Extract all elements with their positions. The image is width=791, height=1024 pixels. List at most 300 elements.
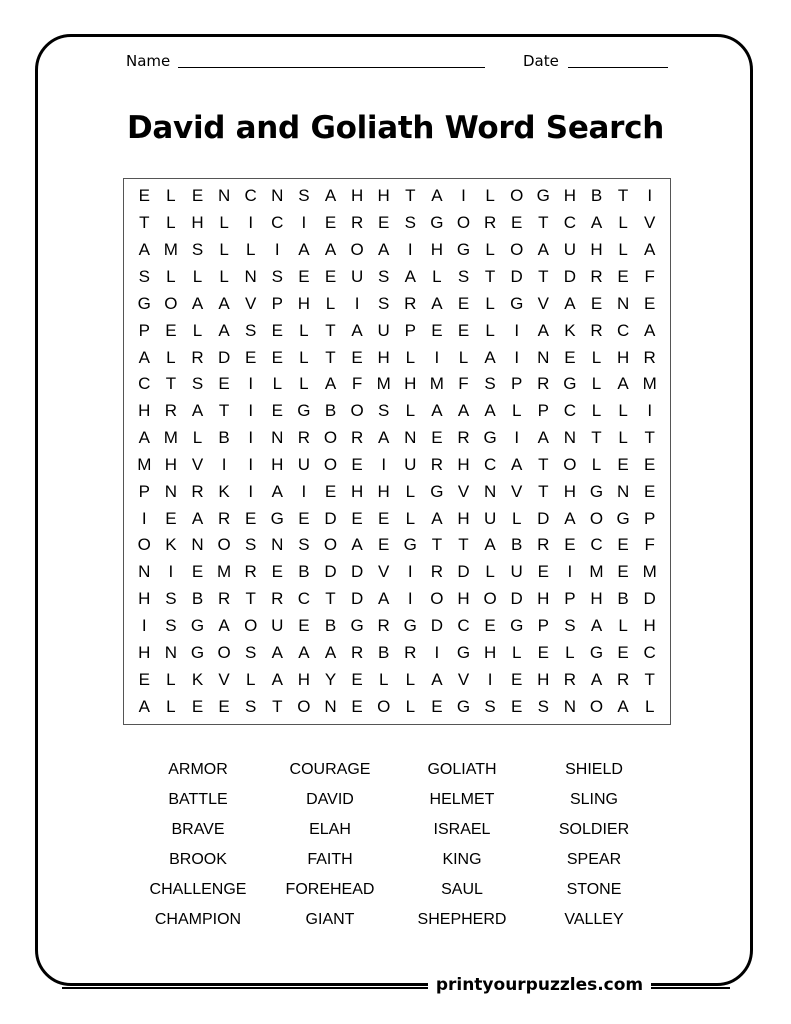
grid-letter[interactable]: E (245, 347, 257, 367)
grid-letter[interactable]: H (138, 589, 151, 609)
grid-letter[interactable]: I (248, 428, 254, 448)
grid-letter[interactable]: S (564, 616, 576, 636)
grid-letter[interactable]: H (350, 481, 364, 501)
grid-letter[interactable]: H (430, 240, 444, 260)
grid-letter[interactable]: H (404, 374, 417, 394)
grid-letter[interactable]: A (484, 401, 496, 421)
grid-letter[interactable]: R (350, 428, 364, 448)
grid-letter[interactable]: E (564, 347, 576, 367)
grid-letter[interactable]: G (510, 293, 524, 313)
grid-letter[interactable]: S (537, 696, 549, 716)
grid-letter[interactable]: N (244, 266, 257, 286)
grid-letter[interactable]: P (537, 401, 549, 421)
grid-letter[interactable]: I (248, 454, 254, 474)
grid-letter[interactable]: A (191, 401, 204, 421)
grid-letter[interactable]: H (563, 481, 577, 501)
grid-letter[interactable]: T (538, 454, 549, 474)
grid-letter[interactable]: K (165, 535, 177, 555)
grid-letter[interactable]: S (484, 696, 496, 716)
grid-letter[interactable]: C (297, 589, 311, 609)
grid-letter[interactable]: E (617, 562, 629, 582)
grid-letter[interactable]: G (190, 616, 205, 636)
grid-letter[interactable]: O (430, 589, 444, 609)
grid-letter[interactable]: A (564, 293, 576, 313)
grid-letter[interactable]: K (218, 481, 230, 501)
grid-letter[interactable]: N (324, 696, 337, 716)
grid-letter[interactable]: P (138, 481, 150, 501)
grid-letter[interactable]: N (138, 562, 151, 582)
grid-letter[interactable]: H (297, 669, 311, 689)
grid-letter[interactable]: H (537, 589, 550, 609)
grid-letter[interactable]: R (217, 589, 231, 609)
grid-letter[interactable]: A (590, 213, 603, 233)
grid-letter[interactable]: I (248, 481, 254, 501)
grid-letter[interactable]: G (589, 642, 604, 662)
grid-letter[interactable]: O (589, 508, 604, 528)
grid-letter[interactable]: K (564, 320, 576, 340)
grid-letter[interactable]: H (271, 454, 284, 474)
grid-letter[interactable]: M (642, 562, 657, 582)
grid-letter[interactable]: H (590, 589, 603, 609)
grid-letter[interactable]: S (404, 213, 416, 233)
grid-letter[interactable]: U (271, 616, 284, 636)
grid-letter[interactable]: L (405, 347, 416, 367)
grid-letter[interactable]: D (510, 266, 523, 286)
grid-letter[interactable]: O (350, 240, 364, 260)
grid-letter[interactable]: A (644, 240, 656, 260)
grid-letter[interactable]: T (591, 428, 602, 448)
grid-letter[interactable]: H (457, 508, 470, 528)
grid-letter[interactable]: R (616, 669, 630, 689)
grid-letter[interactable]: D (350, 562, 364, 582)
grid-letter[interactable]: B (218, 428, 230, 448)
grid-letter[interactable]: C (616, 320, 630, 340)
grid-letter[interactable]: L (485, 562, 495, 582)
grid-letter[interactable]: F (351, 374, 363, 394)
grid-letter[interactable]: R (244, 562, 257, 582)
grid-letter[interactable]: E (324, 481, 337, 501)
grid-letter[interactable]: R (271, 589, 284, 609)
grid-letter[interactable]: E (165, 320, 177, 340)
grid-letter[interactable]: L (192, 320, 203, 340)
grid-letter[interactable]: L (166, 186, 176, 206)
grid-letter[interactable]: L (245, 240, 256, 260)
grid-letter[interactable]: L (405, 669, 416, 689)
grid-letter[interactable]: B (324, 401, 337, 421)
grid-letter[interactable]: I (434, 347, 440, 367)
grid-letter[interactable]: D (537, 508, 550, 528)
grid-letter[interactable]: A (537, 320, 549, 340)
grid-letter[interactable]: A (138, 347, 150, 367)
grid-letter[interactable]: O (323, 454, 338, 474)
grid-letter[interactable]: T (644, 669, 655, 689)
grid-letter[interactable]: I (221, 454, 227, 474)
grid-letter[interactable]: N (616, 293, 630, 313)
grid-letter[interactable]: D (324, 508, 337, 528)
grid-letter[interactable]: A (191, 508, 204, 528)
grid-letter[interactable]: G (137, 293, 151, 313)
grid-letter[interactable]: T (325, 320, 336, 340)
grid-letter[interactable]: A (484, 347, 496, 367)
grid-letter[interactable]: E (218, 696, 230, 716)
grid-letter[interactable]: E (351, 508, 363, 528)
grid-letter[interactable]: L (511, 401, 522, 421)
grid-letter[interactable]: O (350, 401, 364, 421)
grid-letter[interactable]: A (537, 428, 549, 448)
grid-letter[interactable]: A (271, 642, 283, 662)
date-field[interactable] (523, 52, 559, 70)
grid-letter[interactable]: G (563, 374, 577, 394)
grid-letter[interactable]: L (378, 669, 389, 689)
grid-letter[interactable]: I (407, 240, 413, 260)
grid-letter[interactable]: P (138, 320, 150, 340)
grid-letter[interactable]: I (168, 562, 174, 582)
grid-letter[interactable]: I (381, 454, 387, 474)
grid-letter[interactable]: H (164, 454, 178, 474)
grid-letter[interactable]: G (456, 696, 471, 716)
grid-letter[interactable]: E (617, 535, 629, 555)
grid-letter[interactable]: V (457, 669, 470, 689)
grid-letter[interactable]: G (456, 240, 471, 260)
grid-letter[interactable]: B (617, 589, 629, 609)
grid-letter[interactable]: E (324, 213, 337, 233)
grid-letter[interactable]: L (511, 508, 522, 528)
grid-letter[interactable]: M (376, 374, 391, 394)
grid-letter[interactable]: A (590, 669, 603, 689)
grid-letter[interactable]: I (487, 669, 493, 689)
grid-letter[interactable]: A (138, 696, 150, 716)
grid-letter[interactable]: H (590, 240, 603, 260)
grid-letter[interactable]: A (351, 320, 363, 340)
grid-letter[interactable]: T (538, 481, 549, 501)
grid-letter[interactable]: L (166, 213, 176, 233)
grid-letter[interactable]: I (514, 347, 520, 367)
grid-letter[interactable]: B (511, 535, 523, 555)
grid-letter[interactable]: U (404, 454, 417, 474)
grid-letter[interactable]: T (431, 535, 443, 555)
grid-letter[interactable]: E (617, 642, 629, 662)
grid-letter[interactable]: E (511, 213, 523, 233)
grid-letter[interactable]: L (166, 347, 176, 367)
grid-letter[interactable]: N (271, 535, 284, 555)
grid-letter[interactable]: L (565, 642, 575, 662)
grid-letter[interactable]: A (564, 508, 576, 528)
grid-letter[interactable]: A (378, 240, 390, 260)
grid-letter[interactable]: T (218, 401, 230, 421)
grid-letter[interactable]: E (191, 562, 204, 582)
grid-letter[interactable]: T (644, 428, 655, 448)
grid-letter[interactable]: L (618, 428, 628, 448)
grid-letter[interactable]: B (590, 186, 603, 206)
grid-letter[interactable]: I (141, 616, 147, 636)
grid-letter[interactable]: E (138, 186, 150, 206)
grid-letter[interactable]: A (218, 616, 230, 636)
grid-letter[interactable]: S (245, 696, 257, 716)
grid-letter[interactable]: A (537, 240, 549, 260)
grid-letter[interactable]: B (191, 589, 204, 609)
grid-letter[interactable]: I (248, 374, 254, 394)
grid-letter[interactable]: O (244, 616, 258, 636)
grid-letter[interactable]: A (218, 293, 230, 313)
grid-letter[interactable]: S (138, 266, 150, 286)
grid-letter[interactable]: D (563, 266, 577, 286)
grid-letter[interactable]: S (245, 642, 257, 662)
grid-letter[interactable]: R (191, 481, 204, 501)
grid-letter[interactable]: E (351, 696, 363, 716)
grid-letter[interactable]: E (484, 616, 496, 636)
grid-letter[interactable]: E (298, 508, 310, 528)
grid-letter[interactable]: N (271, 186, 284, 206)
grid-letter[interactable]: O (563, 454, 577, 474)
grid-letter[interactable]: A (511, 454, 523, 474)
grid-letter[interactable]: L (166, 266, 176, 286)
grid-letter[interactable]: A (271, 481, 283, 501)
grid-letter[interactable]: O (297, 696, 311, 716)
name-line[interactable] (178, 67, 485, 68)
grid-letter[interactable]: T (165, 374, 177, 394)
grid-letter[interactable]: E (644, 293, 656, 313)
grid-letter[interactable]: N (191, 535, 204, 555)
grid-letter[interactable]: L (618, 213, 628, 233)
grid-letter[interactable]: E (324, 266, 337, 286)
grid-letter[interactable]: L (618, 240, 628, 260)
grid-letter[interactable]: I (354, 293, 360, 313)
grid-letter[interactable]: G (430, 213, 444, 233)
grid-letter[interactable]: T (325, 347, 336, 367)
grid-letter[interactable]: A (590, 616, 603, 636)
grid-letter[interactable]: H (191, 213, 204, 233)
grid-letter[interactable]: A (138, 428, 150, 448)
grid-letter[interactable]: E (271, 320, 283, 340)
grid-letter[interactable]: E (511, 669, 523, 689)
grid-letter[interactable]: H (350, 186, 364, 206)
grid-letter[interactable]: M (589, 562, 604, 582)
grid-letter[interactable]: G (616, 508, 630, 528)
grid-letter[interactable]: A (191, 293, 204, 313)
grid-letter[interactable]: I (647, 401, 653, 421)
grid-letter[interactable]: G (483, 428, 497, 448)
grid-letter[interactable]: H (563, 186, 577, 206)
grid-letter[interactable]: I (647, 186, 653, 206)
grid-letter[interactable]: A (484, 535, 496, 555)
name-field[interactable] (126, 52, 170, 70)
grid-letter[interactable]: E (457, 293, 470, 313)
grid-letter[interactable]: A (431, 293, 443, 313)
grid-letter[interactable]: N (164, 642, 178, 662)
grid-letter[interactable]: C (457, 616, 470, 636)
grid-letter[interactable]: D (510, 589, 523, 609)
grid-letter[interactable]: L (432, 266, 442, 286)
grid-letter[interactable]: L (166, 696, 176, 716)
grid-letter[interactable]: H (483, 642, 497, 662)
grid-letter[interactable]: N (483, 481, 497, 501)
grid-letter[interactable]: A (324, 186, 337, 206)
grid-letter[interactable]: M (163, 240, 178, 260)
grid-letter[interactable]: L (405, 508, 416, 528)
grid-letter[interactable]: H (457, 589, 470, 609)
grid-letter[interactable]: S (165, 616, 177, 636)
grid-letter[interactable]: P (271, 293, 283, 313)
grid-letter[interactable]: H (297, 293, 311, 313)
grid-letter[interactable]: E (564, 535, 576, 555)
grid-letter[interactable]: E (431, 428, 443, 448)
grid-letter[interactable]: B (324, 616, 337, 636)
grid-letter[interactable]: G (403, 535, 417, 555)
grid-letter[interactable]: O (217, 642, 231, 662)
grid-letter[interactable]: V (218, 669, 230, 689)
grid-letter[interactable]: I (301, 481, 307, 501)
grid-letter[interactable]: I (248, 401, 254, 421)
grid-letter[interactable]: E (431, 696, 443, 716)
grid-letter[interactable]: V (537, 293, 549, 313)
grid-letter[interactable]: L (166, 669, 176, 689)
grid-letter[interactable]: R (483, 213, 497, 233)
grid-letter[interactable]: T (484, 266, 496, 286)
grid-letter[interactable]: S (298, 535, 310, 555)
grid-letter[interactable]: R (643, 347, 656, 367)
grid-letter[interactable]: R (350, 642, 364, 662)
grid-letter[interactable]: R (537, 535, 550, 555)
grid-letter[interactable]: E (298, 616, 310, 636)
grid-letter[interactable]: E (138, 669, 150, 689)
grid-letter[interactable]: C (271, 213, 284, 233)
grid-letter[interactable]: E (644, 481, 656, 501)
grid-letter[interactable]: R (563, 669, 577, 689)
grid-letter[interactable]: I (461, 186, 466, 206)
grid-letter[interactable]: L (219, 266, 229, 286)
grid-letter[interactable]: V (457, 481, 470, 501)
grid-letter[interactable]: N (563, 428, 577, 448)
grid-letter[interactable]: S (378, 293, 390, 313)
grid-letter[interactable]: R (297, 428, 311, 448)
grid-letter[interactable]: F (644, 266, 655, 286)
grid-letter[interactable]: G (297, 401, 311, 421)
grid-letter[interactable]: O (137, 535, 151, 555)
grid-letter[interactable]: L (299, 320, 309, 340)
grid-letter[interactable]: M (642, 374, 657, 394)
grid-letter[interactable]: I (514, 320, 520, 340)
grid-letter[interactable]: B (378, 642, 390, 662)
grid-letter[interactable]: L (485, 320, 495, 340)
grid-letter[interactable]: R (191, 347, 204, 367)
grid-letter[interactable]: N (271, 428, 284, 448)
grid-letter[interactable]: I (567, 562, 573, 582)
grid-letter[interactable]: C (643, 642, 656, 662)
grid-letter[interactable]: L (591, 454, 602, 474)
grid-letter[interactable]: R (590, 320, 603, 340)
grid-letter[interactable]: S (245, 320, 257, 340)
grid-letter[interactable]: P (644, 508, 656, 528)
grid-letter[interactable]: L (485, 293, 495, 313)
grid-letter[interactable]: E (617, 266, 629, 286)
grid-letter[interactable]: O (510, 240, 524, 260)
grid-letter[interactable]: C (590, 535, 603, 555)
grid-letter[interactable]: I (514, 428, 520, 448)
grid-letter[interactable]: I (248, 213, 254, 233)
grid-letter[interactable]: S (191, 374, 204, 394)
grid-letter[interactable]: I (434, 642, 440, 662)
grid-letter[interactable]: A (431, 508, 443, 528)
grid-letter[interactable]: O (164, 293, 178, 313)
grid-letter[interactable]: H (377, 481, 390, 501)
grid-letter[interactable]: H (377, 347, 390, 367)
grid-letter[interactable]: I (141, 508, 147, 528)
grid-letter[interactable]: M (163, 428, 178, 448)
grid-letter[interactable]: H (457, 454, 470, 474)
grid-letter[interactable]: D (430, 616, 444, 636)
grid-letter[interactable]: R (164, 401, 178, 421)
grid-letter[interactable]: N (217, 186, 231, 206)
grid-letter[interactable]: O (456, 213, 471, 233)
grid-letter[interactable]: R (457, 428, 470, 448)
grid-letter[interactable]: S (457, 266, 470, 286)
grid-letter[interactable]: L (272, 374, 283, 394)
grid-letter[interactable]: T (245, 589, 256, 609)
grid-letter[interactable]: S (378, 266, 390, 286)
grid-letter[interactable]: I (301, 213, 307, 233)
grid-letter[interactable]: D (217, 347, 231, 367)
grid-letter[interactable]: E (378, 508, 390, 528)
grid-letter[interactable]: C (563, 401, 577, 421)
grid-letter[interactable]: T (538, 213, 549, 233)
grid-letter[interactable]: E (165, 508, 177, 528)
grid-letter[interactable]: O (323, 428, 338, 448)
grid-letter[interactable]: E (378, 213, 390, 233)
grid-letter[interactable]: G (350, 616, 364, 636)
grid-letter[interactable]: U (377, 320, 390, 340)
grid-letter[interactable]: U (483, 508, 497, 528)
grid-letter[interactable]: L (485, 186, 495, 206)
grid-letter[interactable]: U (510, 562, 523, 582)
grid-letter[interactable]: L (192, 428, 203, 448)
grid-letter[interactable]: E (218, 374, 230, 394)
grid-letter[interactable]: A (431, 186, 443, 206)
grid-letter[interactable]: S (245, 535, 257, 555)
grid-letter[interactable]: T (272, 696, 283, 716)
grid-letter[interactable]: T (139, 213, 150, 233)
grid-letter[interactable]: I (407, 562, 413, 582)
grid-letter[interactable]: N (404, 428, 417, 448)
grid-letter[interactable]: P (404, 320, 416, 340)
grid-letter[interactable]: G (456, 642, 471, 662)
grid-letter[interactable]: E (457, 320, 470, 340)
grid-letter[interactable]: E (271, 562, 283, 582)
grid-letter[interactable]: R (430, 562, 444, 582)
grid-letter[interactable]: H (643, 616, 656, 636)
grid-letter[interactable]: A (378, 428, 390, 448)
grid-letter[interactable]: F (458, 374, 469, 394)
grid-letter[interactable]: E (378, 535, 390, 555)
grid-letter[interactable]: U (297, 454, 311, 474)
grid-letter[interactable]: E (191, 186, 204, 206)
grid-letter[interactable]: H (138, 401, 151, 421)
grid-letter[interactable]: E (351, 454, 363, 474)
grid-letter[interactable]: G (190, 642, 205, 662)
grid-letter[interactable]: A (324, 642, 337, 662)
grid-letter[interactable]: A (617, 374, 629, 394)
grid-letter[interactable]: E (537, 562, 549, 582)
grid-letter[interactable]: A (404, 266, 416, 286)
grid-letter[interactable]: E (245, 508, 257, 528)
grid-letter[interactable]: I (274, 240, 280, 260)
grid-letter[interactable]: A (378, 589, 390, 609)
grid-letter[interactable]: L (591, 401, 602, 421)
grid-letter[interactable]: T (405, 186, 416, 206)
grid-letter[interactable]: L (591, 347, 602, 367)
grid-letter[interactable]: E (271, 401, 283, 421)
grid-letter[interactable]: A (271, 669, 283, 689)
grid-letter[interactable]: A (351, 535, 363, 555)
